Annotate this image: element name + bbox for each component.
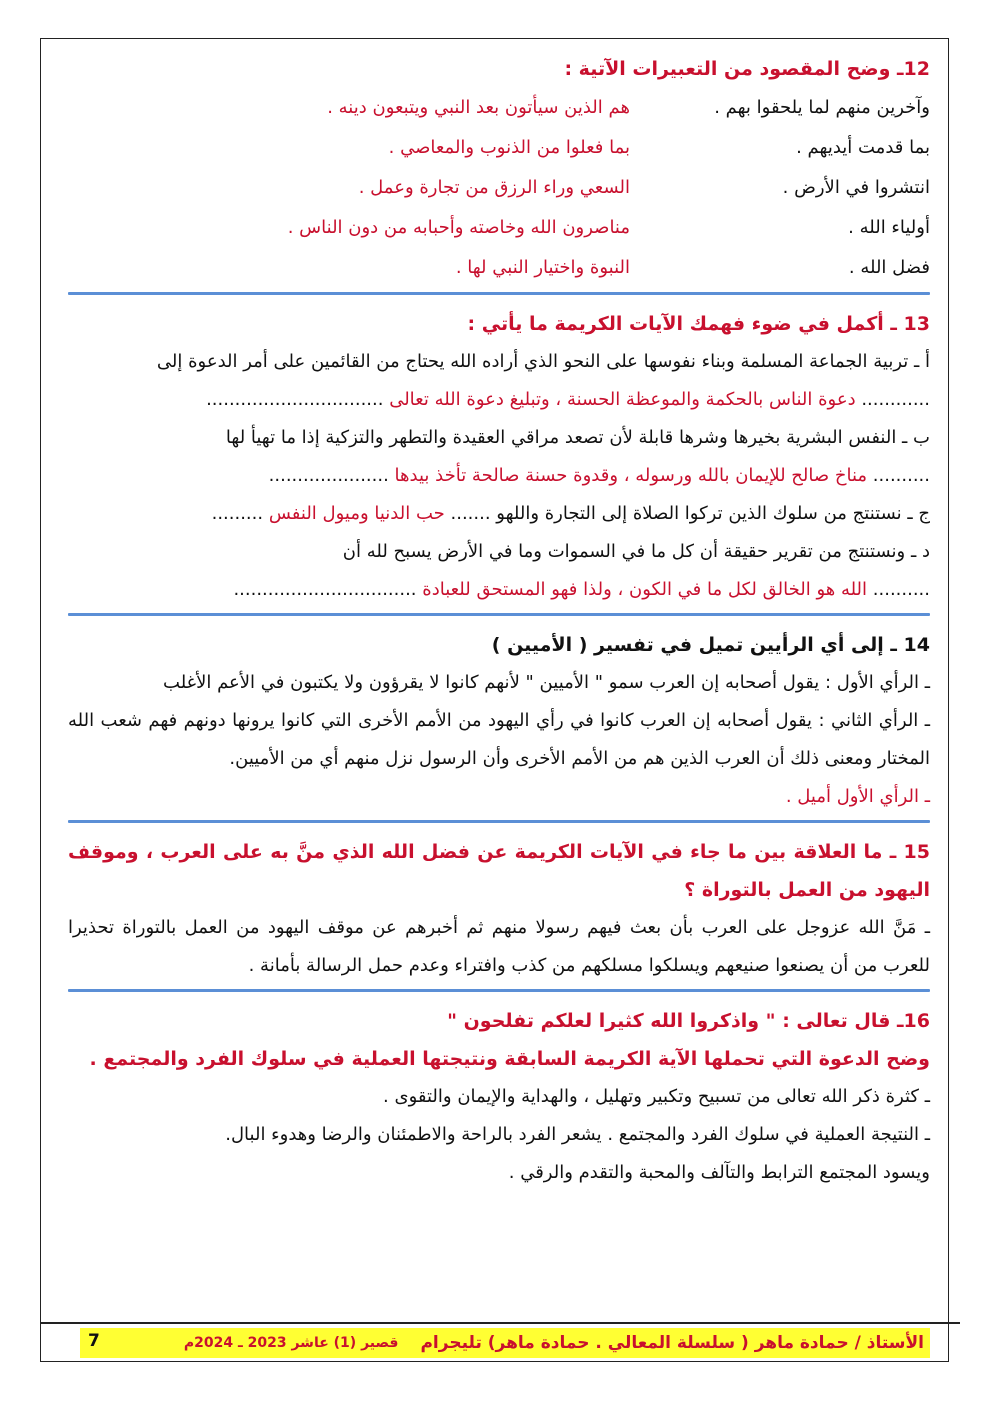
q16-title: 16ـ قال تعالى : " واذكروا الله كثيرا لعلكم تفلحون " [447, 1010, 930, 1032]
q14-opinion-2: ـ الرأي الثاني : يقول أصحابه إن العرب كانوا في رأي اليهود من الأمم الأخرى التي كانوا يرونها دونهم فهم شعب الله المختار ومعنى ذلك أن العرب الذين هم من الأمم الأخرى وأن الرسول نزل منهم أي من الأميين. [68, 710, 930, 769]
dots: ............ [861, 389, 930, 410]
q13-b-answer: مناخ صالح للإيمان بالله ورسوله ، وقدوة حسنة صالحة تأخذ بيدها [394, 465, 868, 486]
q15-answer: ـ مَنَّ الله عزوجل على العرب بأن بعث فيهم رسولا منهم ثم أخبرهم عن موقف اليهود من العمل بالتوراة تحذيرا للعرب من أن يصنعوا صنيعهم ويسلكوا مسلكهم من كذب وافتراء وعدم حمل الرسالة بأمانة . [68, 917, 930, 976]
q12-answer: مناصرون الله وخاصته وأحبابه من دون الناس . [287, 217, 630, 238]
q12-term: وآخرين منهم لما يلحقوا بهم . [714, 97, 930, 118]
q13-a-answer-line [68, 381, 930, 419]
q13-a-answer: دعوة الناس بالحكمة والموعظة الحسنة ، وتبليغ دعوة الله تعالى [389, 389, 856, 410]
footer-author: الأستاذ / حمادة ماهر ( سلسلة المعالي . حمادة ماهر) تليجرام [420, 1333, 924, 1353]
q12-pair-1 [68, 88, 930, 128]
page-number: 7 [88, 1331, 100, 1351]
q12-term: أولياء الله . [848, 217, 930, 238]
q13-c-text: ج ـ نستنتج من سلوك الذين تركوا الصلاة إلى التجارة واللهو ....... [450, 503, 930, 524]
q15-title: 15 ـ ما العلاقة بين ما جاء في الآيات الكريمة عن فضل الله الذي منَّ به على العرب ، وموقف اليهود من العمل بالتوراة ؟ [68, 841, 930, 901]
q12-answer: بما فعلوا من الذنوب والمعاصي . [388, 137, 630, 158]
q12-title: 12ـ وضح المقصود من التعبيرات الآتية : [564, 58, 930, 80]
q16-subtitle: وضح الدعوة التي تحملها الآية الكريمة السابقة ونتيجتها العملية في سلوك الفرد والمجتمع . [89, 1048, 930, 1070]
footer-divider [40, 1322, 960, 1324]
q12-pairs [68, 88, 930, 288]
section-divider [68, 292, 930, 295]
q13-b-text: ب ـ النفس البشرية بخيرها وشرها قابلة لأن تصعد مراقي العقيدة والتطهر والتزكية إذا ما تهيأ لها [225, 427, 930, 448]
q13-d-answer-line [68, 571, 930, 609]
q13-c-answer: حب الدنيا وميول النفس [268, 503, 445, 524]
q16-line-3: ويسود المجتمع الترابط والتآلف والمحبة والتقدم والرقي . [508, 1162, 930, 1183]
q12-term: بما قدمت أيديهم . [796, 137, 930, 158]
dots: .......... [872, 579, 930, 600]
q16-line-2: ـ النتيجة العملية في سلوك الفرد والمجتمع . يشعر الفرد بالراحة والاطمئنان والرضا وهدوء البال. [225, 1124, 930, 1145]
q12-answer: النبوة واختيار النبي لها . [455, 257, 630, 278]
q14-answer: ـ الرأي الأول أميل . [785, 786, 930, 807]
q14-opinion-1: ـ الرأي الأول : يقول أصحابه إن العرب سمو " الأميين " لأنهم كانوا لا يقرؤون ولا يكتبون في الأعم الأغلب [163, 672, 930, 693]
dots: ............................... [206, 389, 384, 410]
q12-pair-3 [68, 168, 930, 208]
q13-d-text: د ـ ونستنتج من تقرير حقيقة أن كل ما في السموات وما في الأرض يسبح لله أن [342, 541, 930, 562]
dots: .......... [872, 465, 930, 486]
q12-pair-2 [68, 128, 930, 168]
q13-d-answer: الله هو الخالق لكل ما في الكون ، ولذا فهو المستحق للعبادة [422, 579, 868, 600]
q12-pair-5 [68, 248, 930, 288]
dots: ......... [211, 503, 264, 524]
dots: ................................ [233, 579, 417, 600]
q14-title: 14 ـ إلى أي الرأيين تميل في تفسير ( الأميين ) [491, 634, 930, 656]
q13-b-answer-line [68, 457, 930, 495]
footer-bar [80, 1328, 930, 1358]
worksheet-content [68, 50, 930, 1192]
q13-title: 13 ـ أكمل في ضوء فهمك الآيات الكريمة ما يأتي : [467, 313, 930, 335]
section-divider [68, 820, 930, 823]
q13-a-text: أ ـ تربية الجماعة المسلمة وبناء نفوسها على النحو الذي أراده الله يحتاج من القائمين على أمر الدعوة إلى [156, 351, 930, 372]
q12-answer: السعي وراء الرزق من تجارة وعمل . [358, 177, 630, 198]
q13-c-line [68, 495, 930, 533]
q12-term: انتشروا في الأرض . [782, 177, 930, 198]
q12-pair-4 [68, 208, 930, 248]
dots: ..................... [268, 465, 389, 486]
footer-series: قصير (1) عاشر 2023 ـ 2024م [183, 1335, 399, 1351]
q16-line-1: ـ كثرة ذكر الله تعالى من تسبيح وتكبير وتهليل ، والهداية والإيمان والتقوى . [383, 1086, 930, 1107]
q12-term: فضل الله . [848, 257, 930, 278]
section-divider [68, 613, 930, 616]
section-divider [68, 989, 930, 992]
q12-answer: هم الذين سيأتون بعد النبي ويتبعون دينه . [327, 97, 630, 118]
